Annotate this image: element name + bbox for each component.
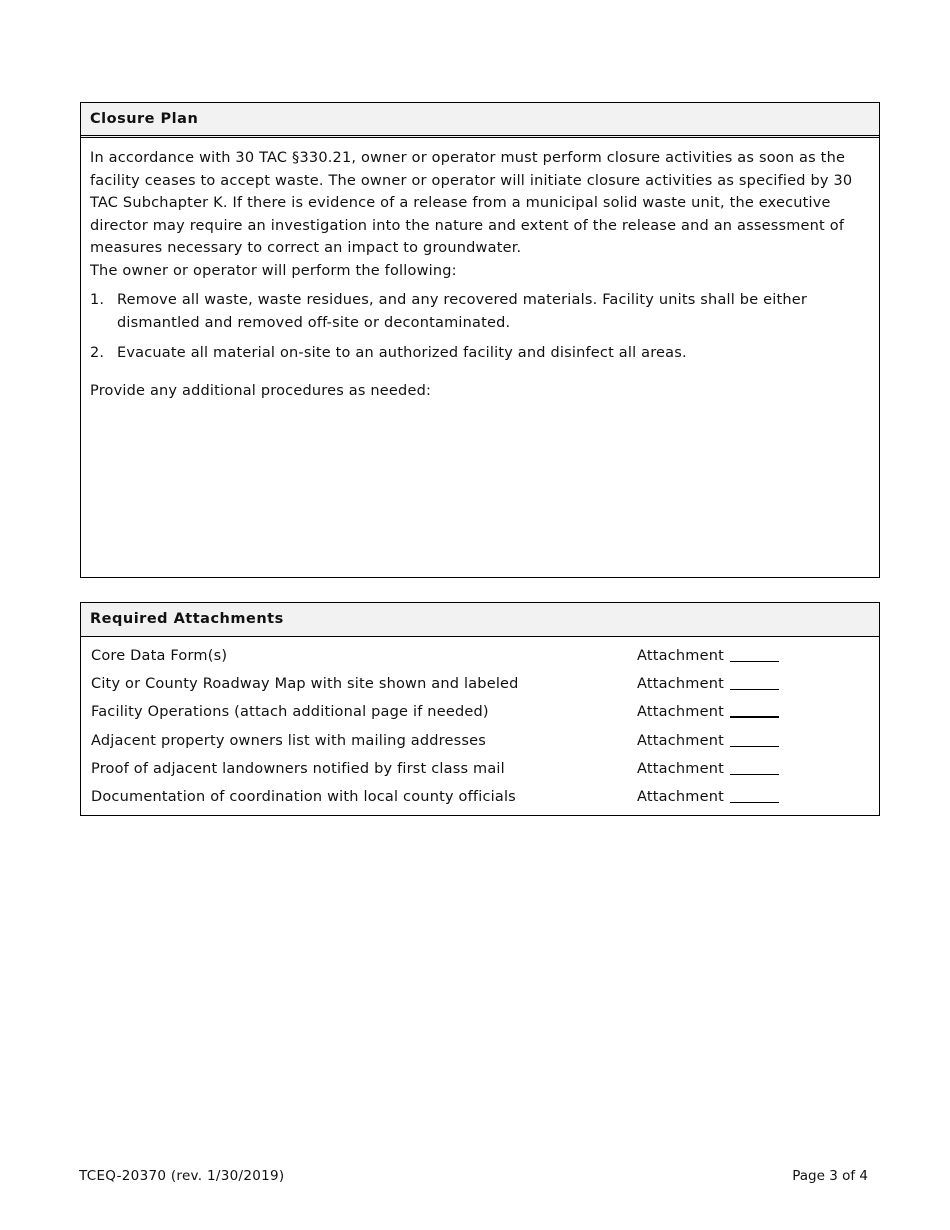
attachment-row	[91, 673, 879, 701]
closure-intro-lead: The owner or operator will perform the following:	[90, 262, 457, 279]
attachment-slot	[637, 758, 779, 780]
attachment-item-label: Documentation of coordination with local county officials	[91, 788, 516, 805]
attachment-row	[91, 730, 879, 758]
attachment-item-label: Adjacent property owners list with mailing addresses	[91, 732, 487, 749]
attachment-slot	[637, 673, 779, 695]
closure-plan-intro	[90, 147, 870, 282]
attachment-label: Attachment	[637, 704, 725, 721]
attachment-slot	[637, 730, 779, 752]
attachment-row	[91, 758, 879, 786]
required-attachments-section	[80, 602, 880, 816]
attachment-item-label: Core Data Form(s)	[91, 648, 228, 664]
attachment-number-field[interactable]	[730, 649, 779, 662]
closure-step	[90, 342, 870, 365]
closure-plan-body	[81, 138, 879, 552]
attachment-item-label: Proof of adjacent landowners notified by first class mail	[91, 760, 505, 777]
closure-step-text: Remove all waste, waste residues, and any recovered materials. Facility units shall be either dismantled and removed off-site or decontaminated.	[117, 292, 808, 331]
additional-procedures-field[interactable]	[90, 402, 870, 552]
closure-intro-paragraph: In accordance with 30 TAC §330.21, owner or operator must perform closure activities as soon as the facility ceases to accept waste. The owner or operator will initiate closure activities as specified by 30 TAC Subchapter K. If there is evidence of a release from a municipal solid waste unit, the executive director may require an investigation into the nature and extent of the release and an assessment of measures necessary to correct an impact to groundwater.	[90, 150, 853, 256]
attachment-number-field[interactable]	[730, 734, 779, 747]
attachment-number-field[interactable]	[730, 762, 779, 775]
attachment-slot	[637, 701, 779, 723]
attachment-number-field[interactable]	[730, 704, 779, 718]
attachment-slot	[637, 645, 779, 667]
required-attachments-title: Required Attachments	[81, 603, 879, 637]
attachment-row	[91, 645, 879, 673]
closure-step-number: 1.	[90, 292, 105, 308]
attachment-slot	[637, 786, 779, 808]
closure-steps-list	[90, 289, 870, 365]
attachment-label: Attachment	[637, 732, 725, 749]
closure-step-text: Evacuate all material on-site to an authorized facility and disinfect all areas.	[117, 345, 687, 361]
closure-step-number: 2.	[90, 345, 105, 361]
closure-plan-section	[80, 102, 880, 578]
attachment-label: Attachment	[637, 676, 725, 693]
attachment-item-label: City or County Roadway Map with site shown and labeled	[91, 676, 519, 693]
attachment-label: Attachment	[637, 788, 725, 805]
attachment-label: Attachment	[637, 648, 725, 664]
attachment-row	[91, 786, 879, 814]
attachment-row	[91, 701, 879, 729]
closure-plan-title: Closure Plan	[81, 103, 879, 138]
attachment-item-label: Facility Operations (attach additional page if needed)	[91, 704, 489, 721]
attachment-number-field[interactable]	[730, 677, 779, 690]
page-number: Page 3 of 4	[792, 1168, 868, 1184]
attachment-label: Attachment	[637, 760, 725, 777]
form-id: TCEQ-20370 (rev. 1/30/2019)	[79, 1168, 285, 1184]
closure-step	[90, 289, 870, 334]
attachments-list	[81, 637, 879, 814]
attachment-number-field[interactable]	[730, 790, 779, 803]
additional-procedures-prompt: Provide any additional procedures as needed:	[90, 382, 432, 399]
